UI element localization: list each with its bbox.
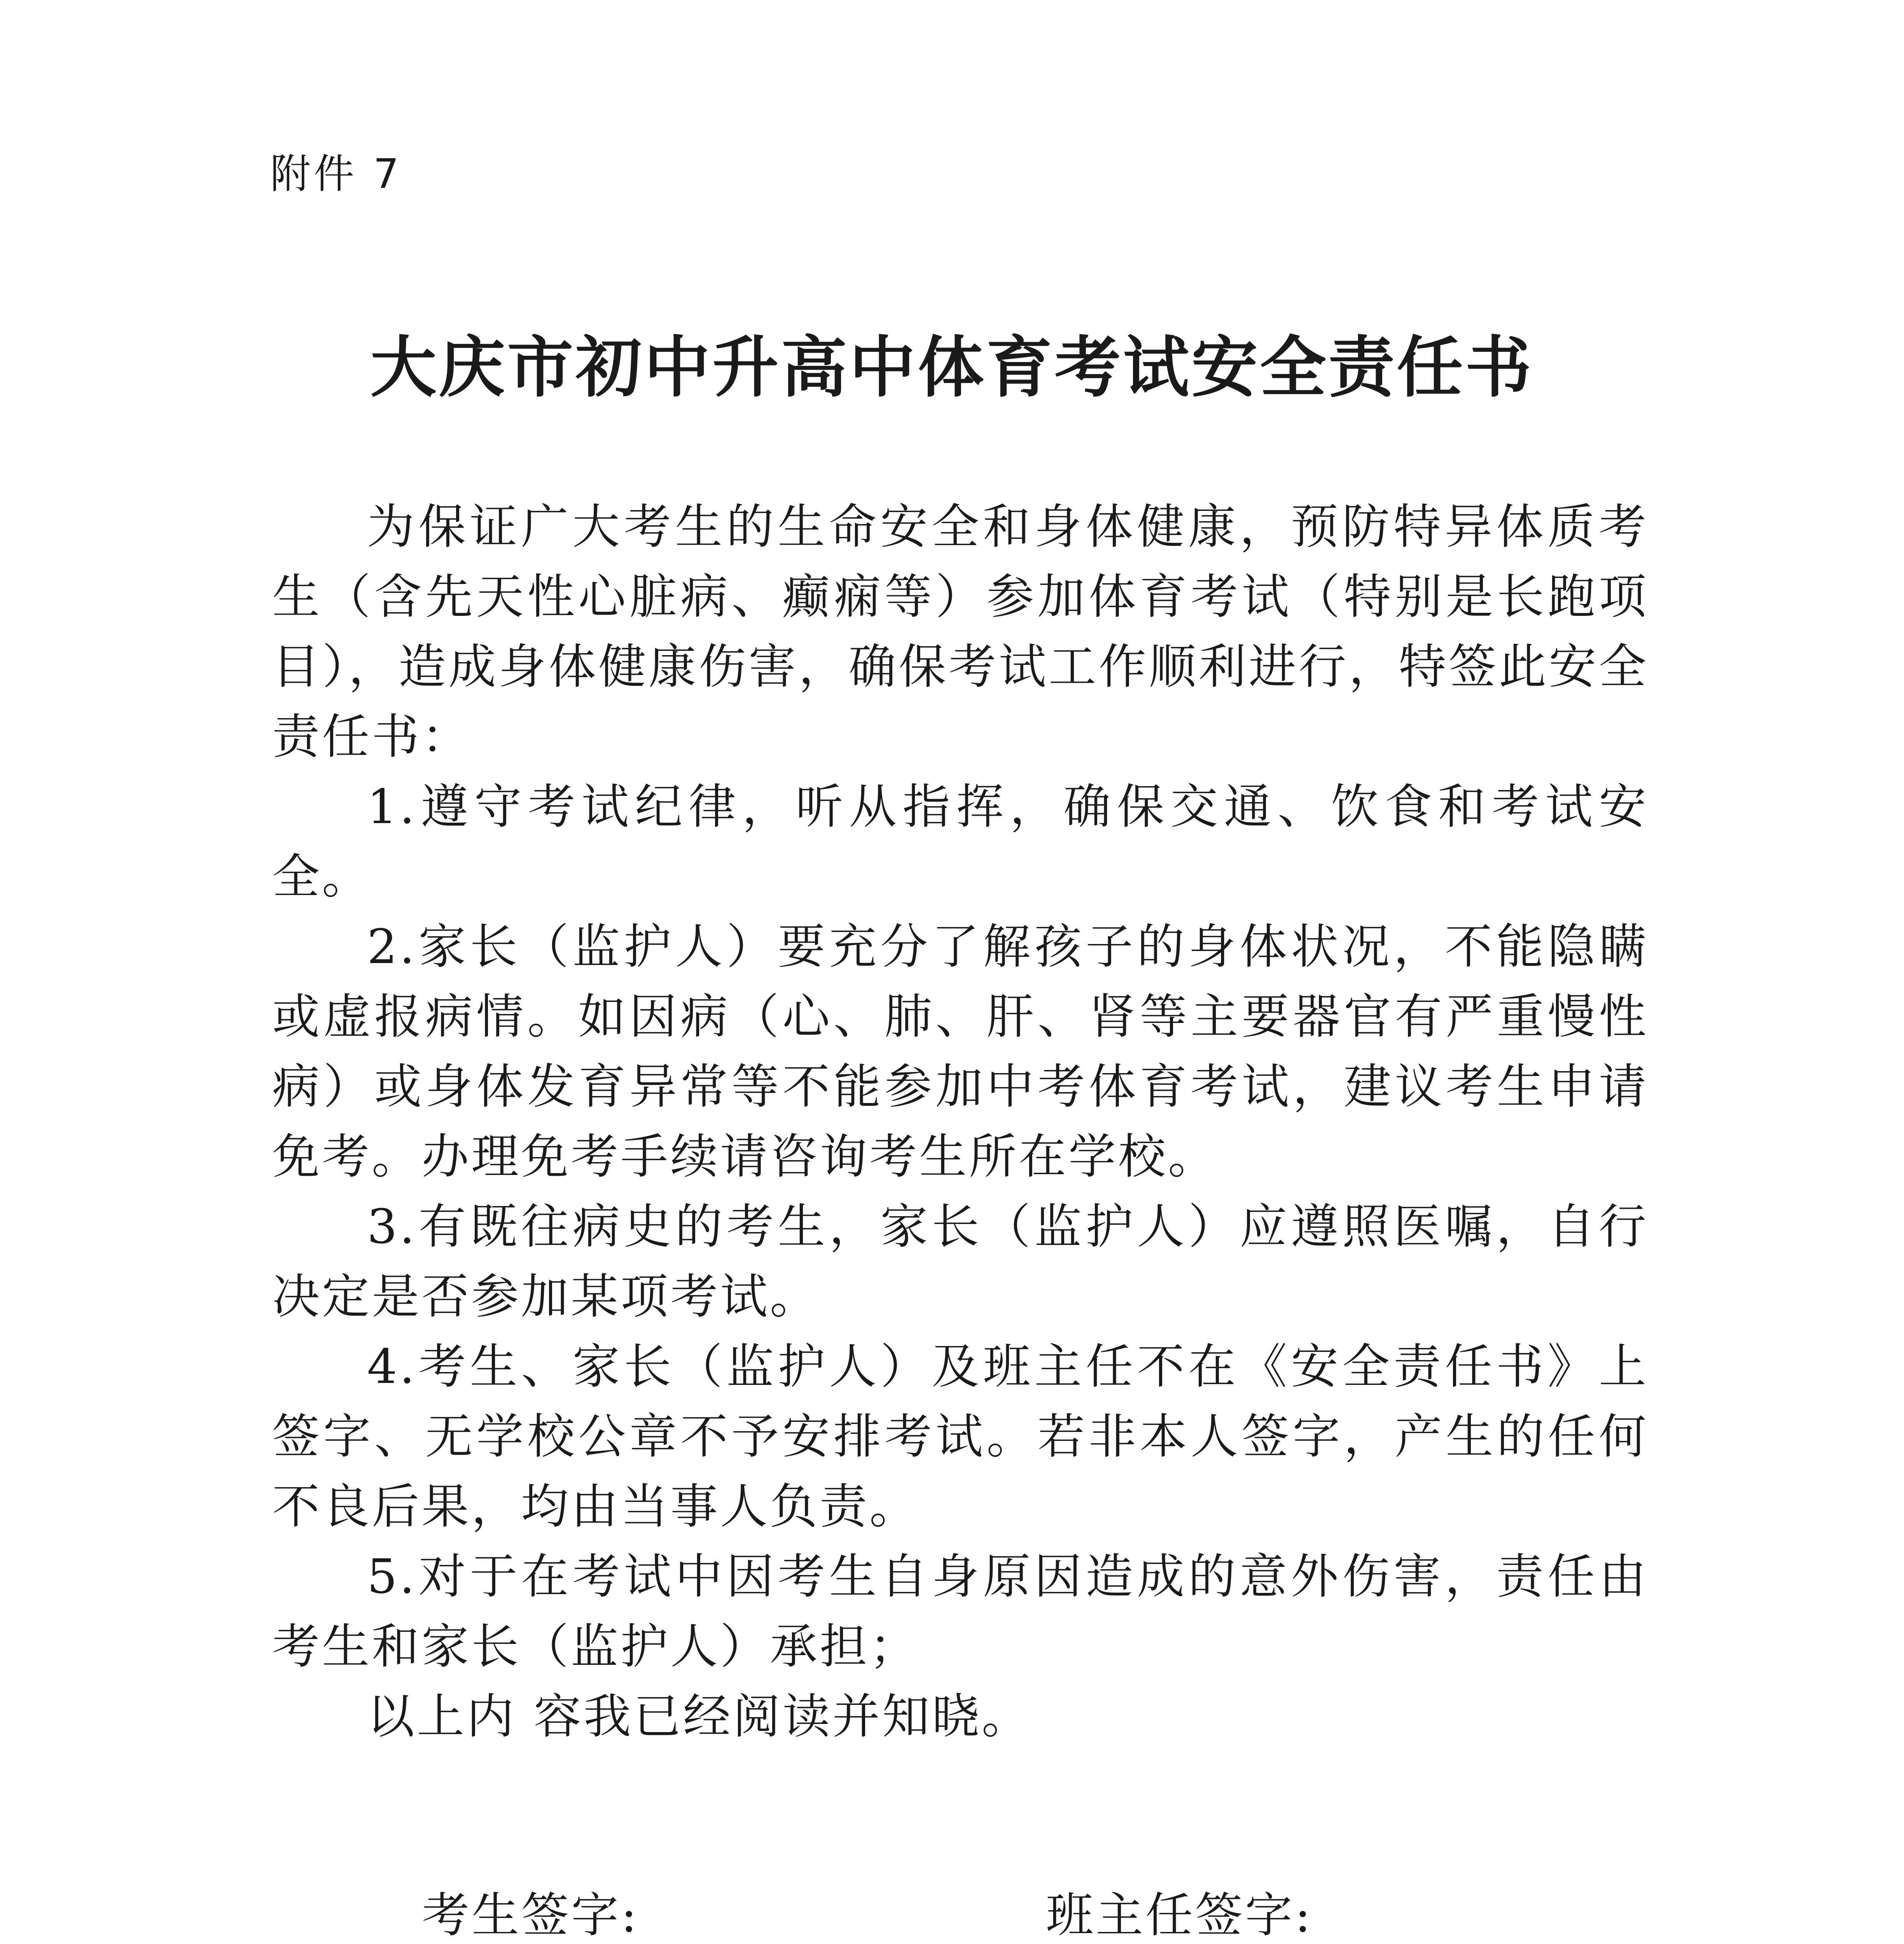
intro-paragraph: 为保证广大考生的生命安全和身体健康，预防特异体质考生（含先天性心脏病、癫痫等）参加体育考试（特别是长跑项目），造成身体健康伤害，确保考试工作顺利进行，特签此安全责任书： [272, 499, 1649, 764]
document-title: 大庆市初中升高中体育考试安全责任书 [370, 329, 1534, 406]
acknowledgement: 以上内 容我已经阅读并知晓。 [367, 1689, 1032, 1744]
document-body [272, 492, 1649, 1752]
attachment-label: 附件 7 [270, 150, 402, 198]
clause-3: 3.有既往病史的考生，家长（监护人）应遵照医嘱，自行决定是否参加某项考试。 [272, 1199, 1649, 1324]
head-teacher-signature-label: 班主任签字: [1046, 1888, 1313, 1943]
clause-1: 1.遵守考试纪律，听从指挥，确保交通、饮食和考试安全。 [272, 779, 1649, 904]
student-signature-label: 考生签字: [422, 1888, 640, 1943]
clause-5: 5.对于在考试中因考生自身原因造成的意外伤害，责任由考生和家长（监护人）承担； [272, 1549, 1649, 1674]
clause-4: 4.考生、家长（监护人）及班主任不在《安全责任书》上签字、无学校公章不予安排考试。若非本人签字，产生的任何不良后果，均由当事人负责。 [272, 1339, 1649, 1534]
clause-2: 2.家长（监护人）要充分了解孩子的身体状况，不能隐瞒或虚报病情。如因病（心、肺、肝、肾等主要器官有严重慢性病）或身体发育异常等不能参加中考体育考试，建议考生申请免考。办理免考手续请咨询考生所在学校。 [272, 919, 1649, 1184]
